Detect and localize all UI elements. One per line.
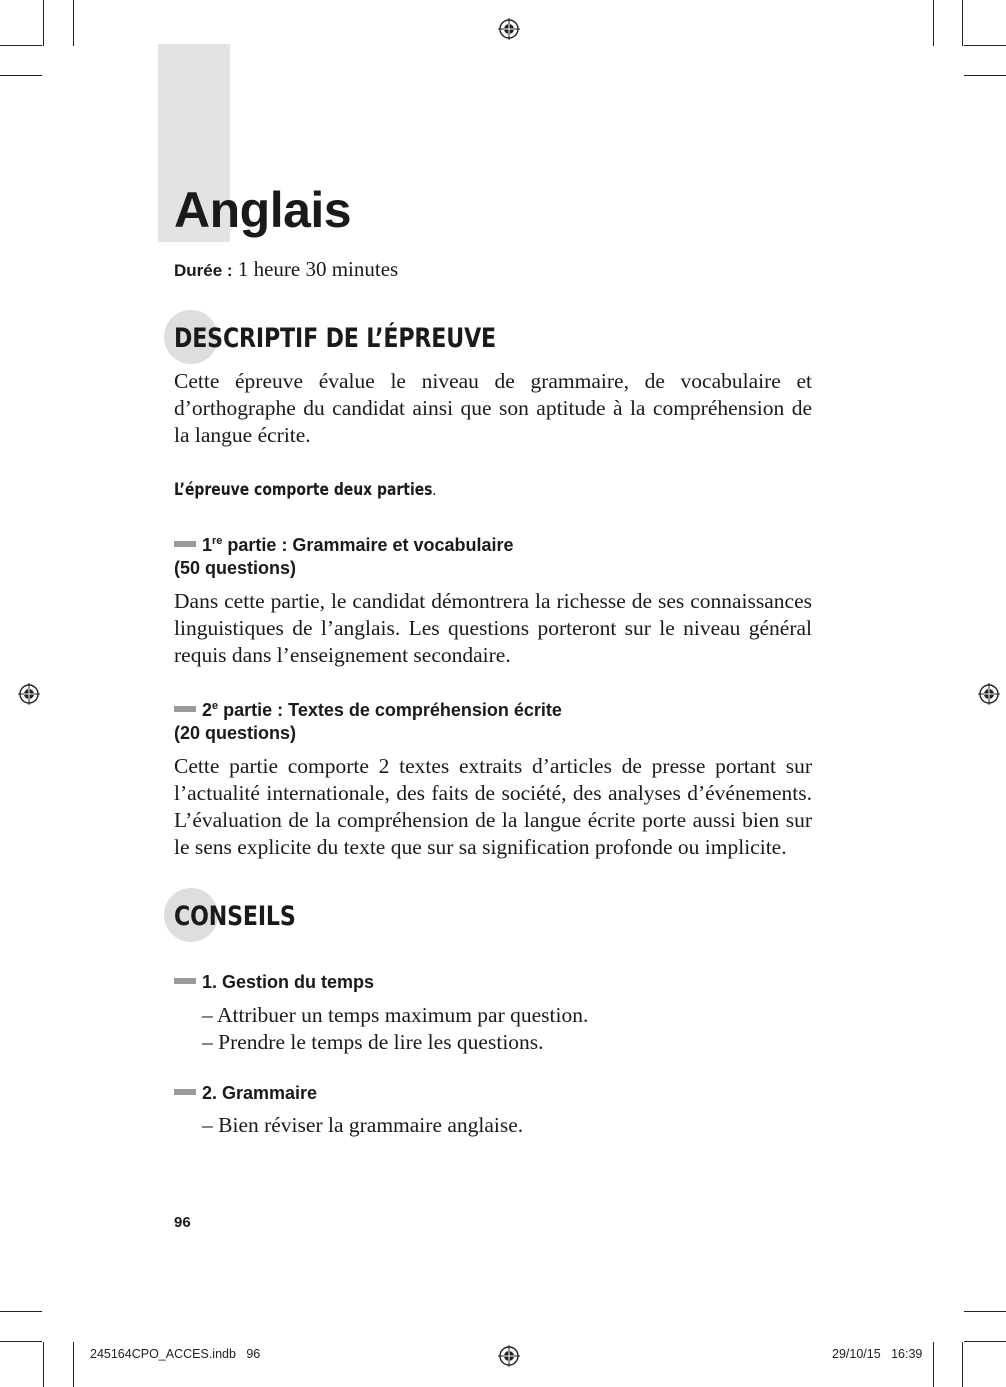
page-title: Anglais [174, 182, 352, 238]
crop-mark [0, 45, 42, 46]
section-heading-conseils: CONSEILS [174, 901, 296, 932]
crop-mark [73, 0, 74, 46]
page-number: 96 [174, 1214, 191, 1231]
registration-mark-icon [498, 18, 520, 40]
crop-mark [73, 1342, 74, 1387]
part1-label: partie : Grammaire et vocabulaire [222, 535, 514, 555]
part2-sup: e [212, 700, 219, 712]
dash-bullet-icon [174, 978, 196, 984]
part1-text: Dans cette partie, le candidat démontrera la richesse de ses connaissances linguistiques de l’anglais. Les questions porteront sur le niveau général requis dans l’enseignement secondaire. [174, 589, 812, 667]
dash-bullet-icon [174, 1089, 196, 1095]
duration-value: 1 heure 30 minutes [237, 257, 399, 281]
part2-text: Cette partie comporte 2 textes extraits d’articles de presse portant sur l’actualité internationale, des faits de société, des analyses d’événements. L’évaluation de la compréhension de la langue écrite porte aussi bien sur le sens explicite du texte que sur sa signification profonde ou implicite. [174, 754, 812, 859]
conseil1-label: 1. Gestion du temps [202, 972, 375, 992]
parts-intro-punct: . [432, 480, 436, 499]
crop-mark [933, 1342, 934, 1387]
crop-mark [964, 1311, 1006, 1312]
crop-mark [43, 1342, 44, 1387]
crop-mark [964, 45, 1006, 46]
part1-num: 1 [202, 535, 213, 555]
dash-bullet-icon [174, 706, 196, 712]
conseil1-bullet: – Prendre le temps de lire les questions. [202, 1030, 544, 1054]
duration [174, 255, 398, 285]
conseil1-heading [174, 969, 374, 996]
crop-mark [0, 75, 42, 76]
part2-count: (20 questions) [174, 723, 297, 743]
duration-label: Durée : [174, 261, 233, 280]
crop-mark [964, 75, 1006, 76]
conseil2-bullet: – Bien réviser la grammaire anglaise. [202, 1113, 524, 1137]
crop-mark [933, 0, 934, 46]
section-heading-descriptif: DESCRIPTIF DE L’ÉPREUVE [174, 323, 497, 354]
registration-mark-icon [978, 683, 1000, 705]
crop-mark [964, 1341, 1006, 1342]
parts-intro [174, 477, 436, 503]
conseil2-label: 2. Grammaire [202, 1083, 318, 1103]
part1-sup: re [212, 535, 223, 547]
descriptif-paragraph: Cette épreuve évalue le niveau de grammaire, de vocabulaire et d’orthographe du candidat ainsi que son aptitude à la compréhension de la langue écrite. [174, 369, 812, 447]
registration-mark-icon [18, 683, 40, 705]
conseil1-bullet: – Attribuer un temps maximum par question. [202, 1003, 589, 1027]
parts-intro-text: L’épreuve comporte deux parties [174, 480, 433, 500]
crop-mark [962, 0, 963, 46]
footer-file: 245164CPO_ACCES.indb 96 [90, 1347, 261, 1361]
crop-mark [962, 1342, 963, 1387]
crop-mark [43, 0, 44, 46]
crop-mark [0, 1341, 42, 1342]
part1-count: (50 questions) [174, 558, 297, 578]
footer-date: 29/10/15 16:39 [832, 1347, 923, 1361]
part2-num: 2 [202, 700, 213, 720]
dash-bullet-icon [174, 541, 196, 547]
part2-label: partie : Textes de compréhension écrite [218, 700, 562, 720]
crop-mark [0, 1311, 42, 1312]
conseil2-heading [174, 1080, 317, 1107]
registration-mark-icon [498, 1345, 520, 1367]
